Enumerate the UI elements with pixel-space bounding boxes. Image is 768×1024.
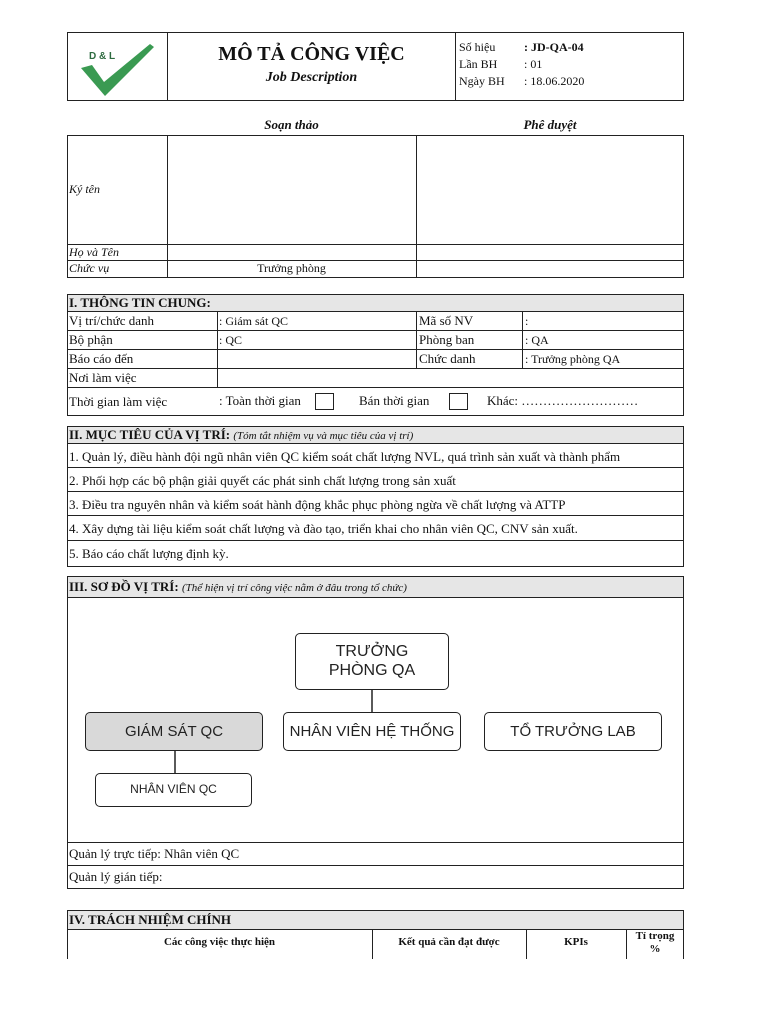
- info-label: Bộ phận: [69, 332, 113, 347]
- direct-management: Quản lý trực tiếp: Nhân viên QC: [69, 846, 240, 861]
- info-value: : QA: [525, 333, 549, 347]
- info-label: Vị trí/chức danh: [69, 313, 155, 328]
- section3-subtitle: (Thể hiện vị trí công việc nằm ở đâu trong tổ chức): [181, 582, 407, 594]
- indirect-management: Quản lý gián tiếp:: [69, 869, 163, 884]
- info-label: Báo cáo đến: [69, 351, 134, 366]
- worktime-label: Thời gian làm việc: [69, 394, 168, 409]
- meta-label-code: Số hiệu: [459, 40, 496, 54]
- objective-item: 4. Xây dựng tài liệu kiểm soát chất lượng và đào tạo, triển khai cho nhân viên QC, CNV sản xuất.: [69, 521, 578, 536]
- other-label: Khác: ………………………: [487, 393, 639, 408]
- info-label: Chức danh: [419, 351, 476, 366]
- fulltime-label: : Toàn thời gian: [219, 393, 301, 408]
- meta-label-revision: Lần BH: [459, 57, 498, 71]
- meta-value-code: : JD-QA-04: [524, 40, 584, 54]
- section4-title: IV. TRÁCH NHIỆM CHÍNH: [69, 912, 232, 927]
- meta-value-revision: : 01: [524, 57, 543, 71]
- col-weight: Tỉ trọng %: [635, 930, 675, 955]
- org-node-qc-staff: NHÂN VIÊN QC: [95, 773, 252, 807]
- info-label: Phòng ban: [419, 332, 475, 347]
- col-kpis: KPIs: [564, 936, 588, 948]
- meta-label-date: Ngày BH: [459, 74, 505, 88]
- org-node-qc-supervisor: GIÁM SÁT QC: [85, 712, 263, 751]
- objective-item: 2. Phối hợp các bộ phận giải quyết các phát sinh chất lượng trong sản xuất: [69, 473, 456, 488]
- meta-value-date: : 18.06.2020: [524, 74, 585, 88]
- info-value: : QC: [219, 333, 243, 347]
- objective-item: 3. Điều tra nguyên nhân và kiểm soát hành động khắc phục phòng ngừa về chất lượng và ATTP: [69, 497, 566, 512]
- info-label: Nơi làm việc: [69, 370, 137, 385]
- col-approve-label: Phê duyệt: [523, 117, 577, 132]
- section2-title: II. MỤC TIÊU CỦA VỊ TRÍ:: [69, 427, 231, 442]
- info-value: : Giám sát QC: [219, 314, 288, 328]
- org-node-qa-manager: TRƯỞNG PHÒNG QA: [295, 633, 449, 690]
- section2-subtitle: (Tóm tắt nhiệm vụ và mục tiêu của vị trí): [233, 430, 414, 442]
- section1-title: I. THÔNG TIN CHUNG:: [69, 295, 211, 310]
- info-label: Mã số NV: [419, 313, 474, 328]
- info-value: : Trưởng phòng QA: [525, 352, 621, 366]
- doc-title: MÔ TẢ CÔNG VIỆC: [218, 43, 405, 65]
- info-value: :: [525, 314, 529, 328]
- objective-item: 5. Báo cáo chất lượng định kỳ.: [69, 546, 229, 561]
- fullname-label: Họ và Tên: [69, 245, 119, 259]
- col-draft-label: Soạn thảo: [264, 117, 319, 132]
- objective-item: 1. Quản lý, điều hành đội ngũ nhân viên QC kiểm soát chất lượng NVL, quá trình sản xuất và thành phẩm: [69, 449, 621, 464]
- divider: [626, 929, 627, 959]
- parttime-label: Bán thời gian: [359, 393, 430, 408]
- col-tasks: Các công việc thực hiện: [163, 936, 276, 948]
- section3-title: III. SƠ ĐỒ VỊ TRÍ:: [69, 579, 179, 594]
- org-node-system-staff: NHÂN VIÊN HỆ THỐNG: [283, 712, 461, 751]
- position-label: Chức vụ: [69, 261, 110, 275]
- org-node-lab-leader: TỔ TRƯỞNG LAB: [484, 712, 662, 751]
- signature-label: Ký tên: [69, 182, 100, 196]
- doc-subtitle: Job Description: [265, 70, 358, 85]
- position-draft-value: Trưởng phòng: [257, 261, 326, 275]
- logo-text: D & L: [89, 51, 116, 62]
- col-results: Kết quả cần đạt được: [398, 936, 500, 948]
